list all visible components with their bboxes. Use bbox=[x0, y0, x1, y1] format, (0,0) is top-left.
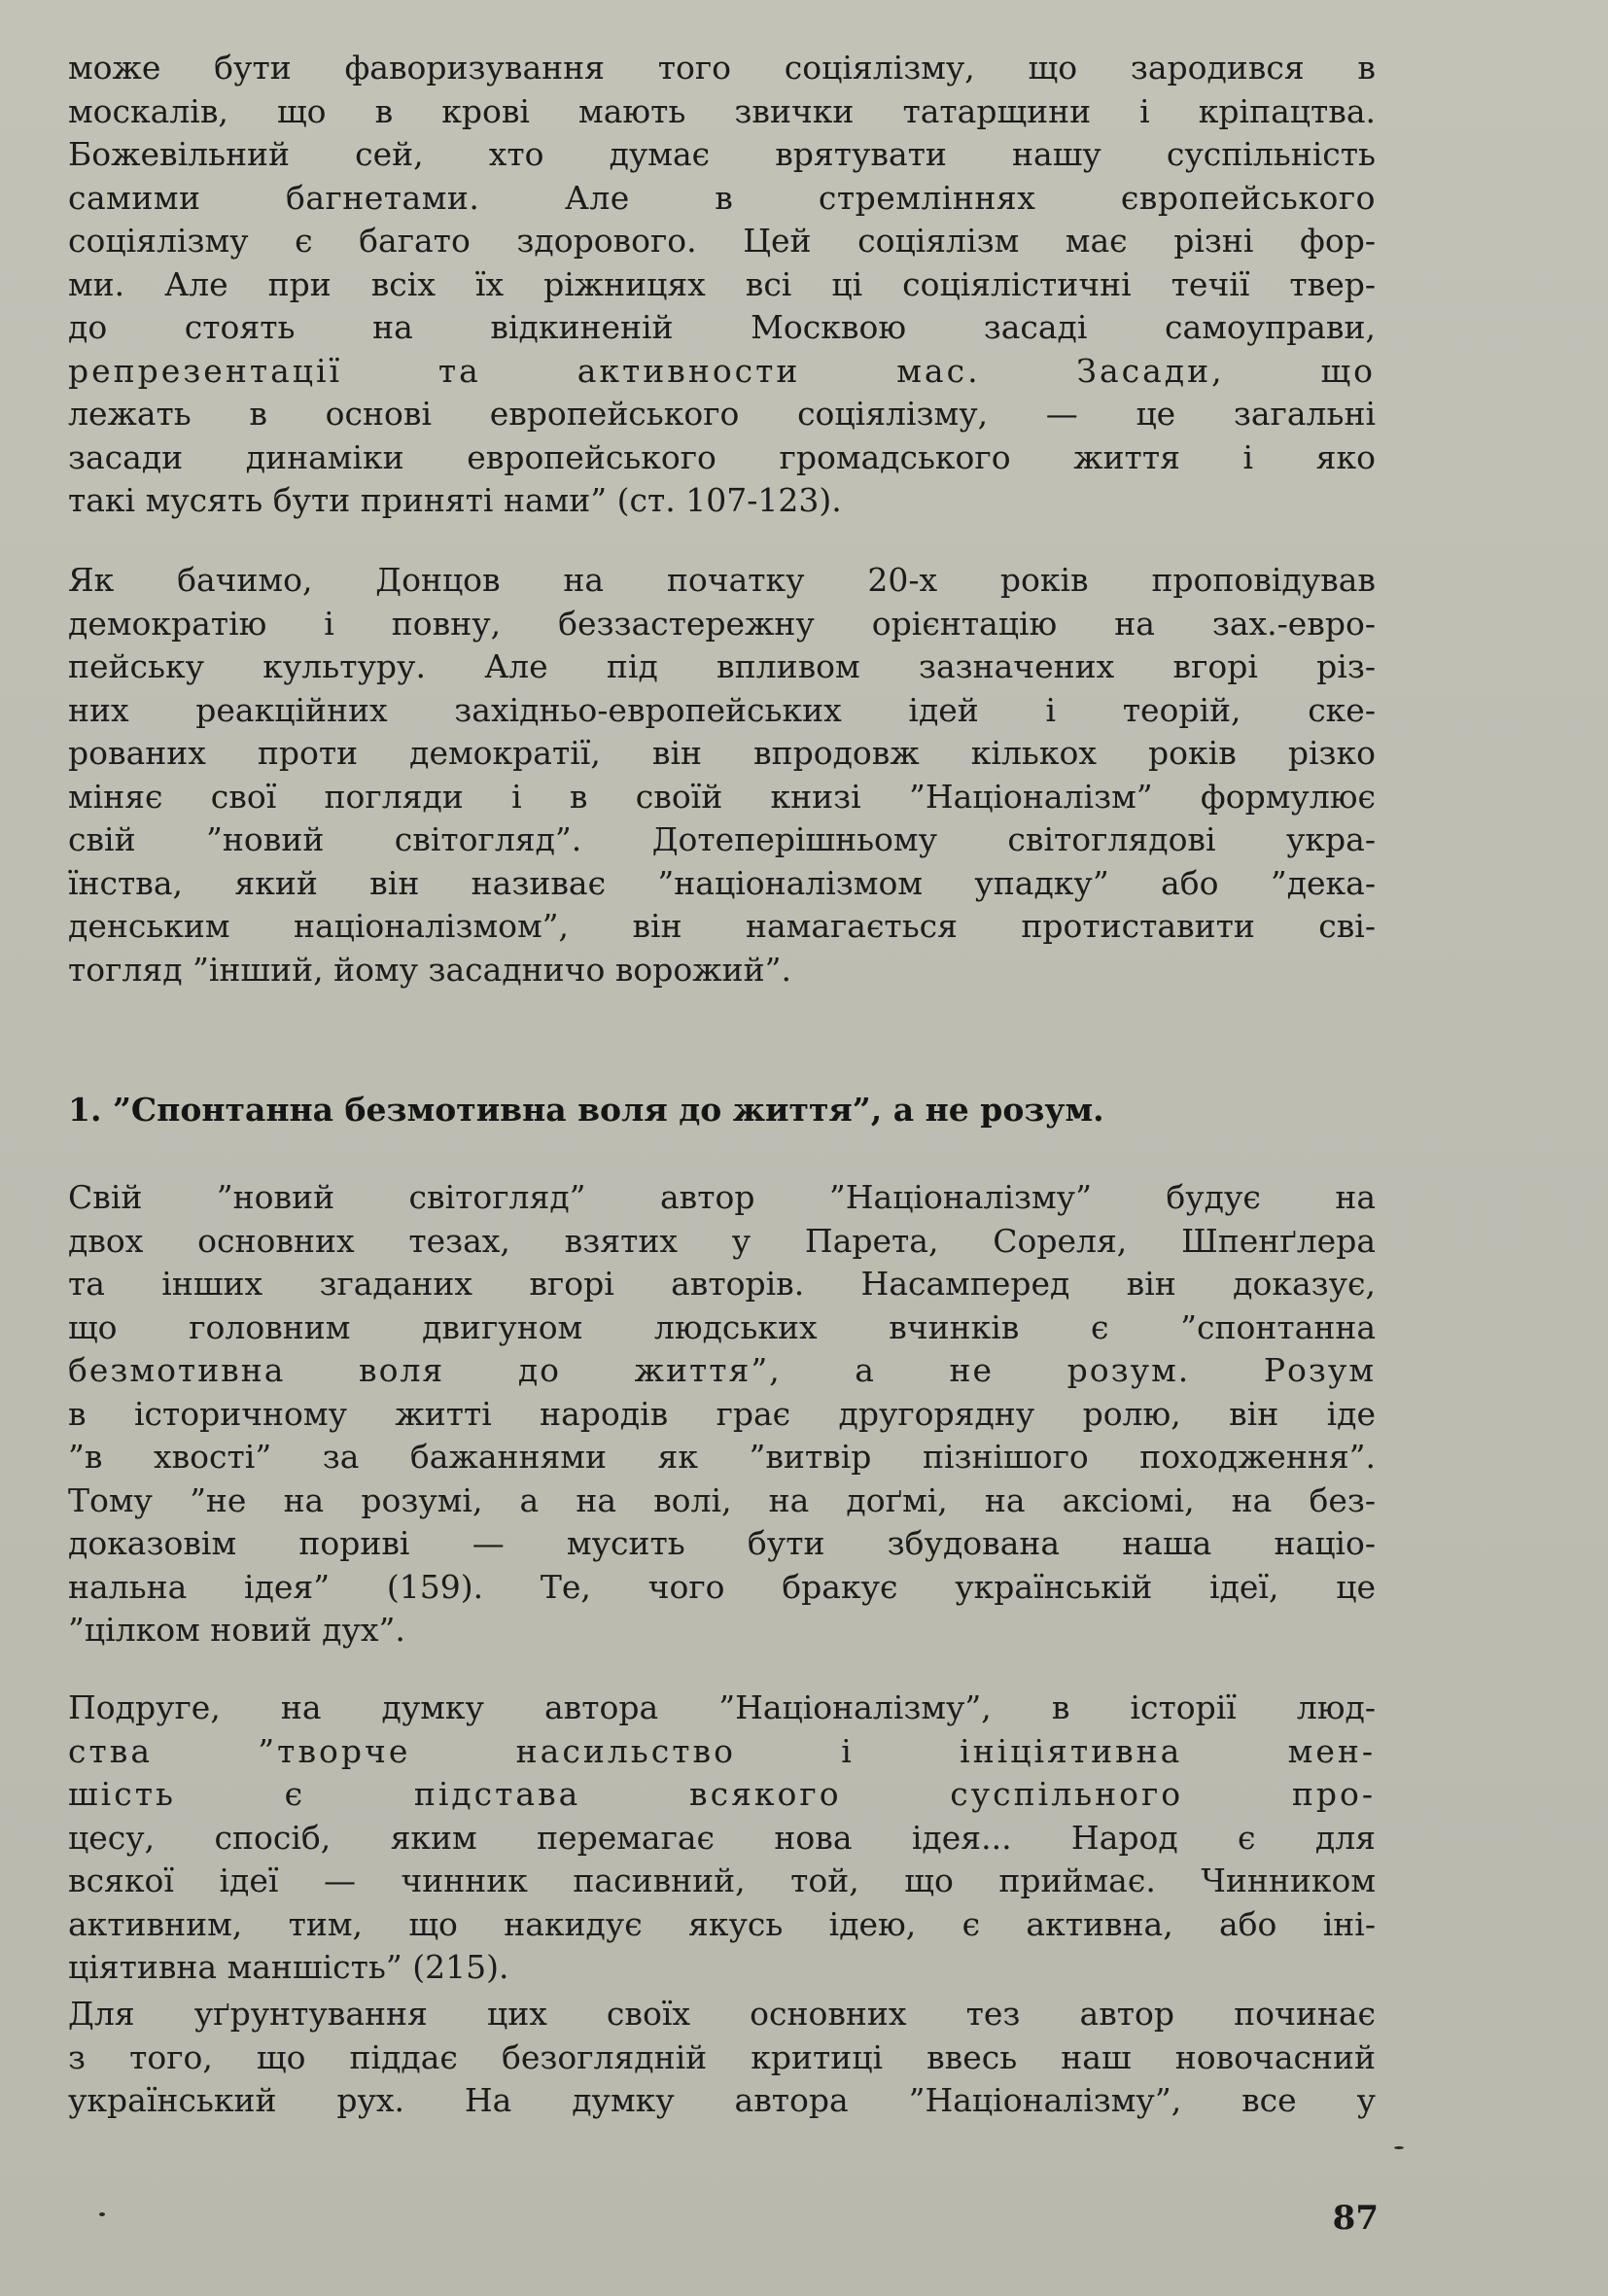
text-line: ства ”творче насильство і ініціятивна мен- bbox=[68, 1731, 1376, 1770]
text-line: ми. Але при всіх їх ріжницях всі ці соціялістичні течії твер- bbox=[68, 264, 1376, 303]
paragraph-creative-minority bbox=[68, 1687, 1376, 1990]
text-line: міняє свої погляди і в своїй книзі ”Націоналізм” формулює bbox=[68, 777, 1376, 816]
text-line: український рух. На думку автора ”Націоналізму”, все у bbox=[68, 2081, 1376, 2119]
text-line: демократію і повну, беззастережну орієнтацію на зах.-евро- bbox=[68, 604, 1376, 643]
text-line: москалів, що в крові мають звички татарщини і кріпацтва. bbox=[68, 91, 1376, 130]
text-line: до стоять на відкиненій Москвою засаді самоуправи, bbox=[68, 308, 1376, 346]
text-line: та інших згаданих вгорі авторів. Насамперед він доказує, bbox=[68, 1265, 1376, 1303]
paragraph-critique bbox=[68, 1993, 1376, 2123]
text-line: ціятивна маншість” (215). bbox=[68, 1948, 509, 1986]
text-line: такі мусять бути приняті нами” (ст. 107-123). bbox=[68, 481, 842, 519]
text-line: що головним двигуном людських вчинків є ”спонтанна bbox=[68, 1307, 1376, 1346]
text-line: денським націоналізмом”, він намагається протиставити сві- bbox=[68, 907, 1376, 945]
text-line: Подруге, на думку автора ”Націоналізму”, в історії люд- bbox=[68, 1688, 1376, 1726]
text-line: безмотивна воля до життя”, а не розум. Розум bbox=[68, 1351, 1376, 1389]
text-line: лежать в основі европейського соціялізму, — це загальні bbox=[68, 395, 1376, 433]
text-line: шість є підстава всякого суспільного про- bbox=[68, 1775, 1376, 1813]
text-line: соціялізму є багато здорового. Цей соціялізм має різні фор- bbox=[68, 222, 1376, 260]
text-line: засади динаміки европейського громадського життя і яко bbox=[68, 437, 1376, 476]
text-line: Божевільний сей, хто думає врятувати нашу суспільність bbox=[68, 135, 1376, 173]
text-line: двох основних тезах, взятих у Парета, Сореля, Шпенґлера bbox=[68, 1221, 1376, 1260]
text-line: Для уґрунтування цих своїх основних тез автор починає bbox=[68, 1995, 1376, 2033]
text-line: ”в хвості” за бажаннями як ”витвір пізнішого походження”. bbox=[68, 1438, 1376, 1476]
text-line: в історичному житті народів грає другорядну ролю, він іде bbox=[68, 1394, 1376, 1433]
text-line: може бути фаворизування того соціялізму, що зародився в bbox=[68, 49, 1376, 87]
text-line: всякої ідеї — чинник пасивний, той, що приймає. Чинником bbox=[68, 1861, 1376, 1899]
paragraph-dontsov-shift bbox=[68, 559, 1376, 991]
text-line: доказовім пориві — мусить бути збудована наша націо- bbox=[68, 1524, 1376, 1562]
text-line: ”цілком новий дух”. bbox=[68, 1611, 405, 1649]
text-line: репрезентації та активности мас. Засади, що bbox=[68, 351, 1376, 390]
text-line: свій ”новий світогляд”. Дотеперішньому світоглядові укра- bbox=[68, 820, 1376, 858]
page-number: 87 bbox=[1332, 2199, 1379, 2238]
text-line: нальна ідея” (159). Те, чого бракує українській ідеї, це bbox=[68, 1567, 1376, 1606]
section-heading: 1. ”Спонтанна безмотивна воля до життя”, а не розум. bbox=[68, 1091, 1104, 1129]
paragraph-new-worldview bbox=[68, 1176, 1376, 1652]
text-line: Як бачимо, Донцов на початку 20-х років проповідував bbox=[68, 561, 1376, 599]
ink-speck bbox=[99, 2212, 105, 2216]
text-line: них реакційних західньо-европейських ідей і теорій, ске- bbox=[68, 690, 1376, 729]
ink-speck bbox=[1394, 2146, 1404, 2149]
text-line: рованих проти демократії, він впродовж кількох років різко bbox=[68, 734, 1376, 772]
text-line: пейську культуру. Але під впливом зазначених вгорі різ- bbox=[68, 647, 1376, 685]
text-line: активним, тим, що накидує якусь ідею, є активна, або іні- bbox=[68, 1904, 1376, 1943]
paragraph-quote-continuation bbox=[68, 47, 1376, 523]
text-line: їнства, який він називає ”націоналізмом упадку” або ”дека- bbox=[68, 863, 1376, 902]
text-line: Свій ”новий світогляд” автор ”Націоналізму” будує на bbox=[68, 1178, 1376, 1216]
text-line: цесу, спосіб, яким перемагає нова ідея... Народ є для bbox=[68, 1818, 1376, 1857]
text-line: з того, що піддає безоглядній критиці ввесь наш новочасний bbox=[68, 2037, 1376, 2076]
text-line: Тому ”не на розумі, а на волі, на доґмі, на аксіомі, на без- bbox=[68, 1480, 1376, 1519]
text-line: самими багнетами. Але в стремліннях європейського bbox=[68, 178, 1376, 217]
text-line: тогляд ”інший, йому засадничо ворожий”. bbox=[68, 950, 791, 989]
